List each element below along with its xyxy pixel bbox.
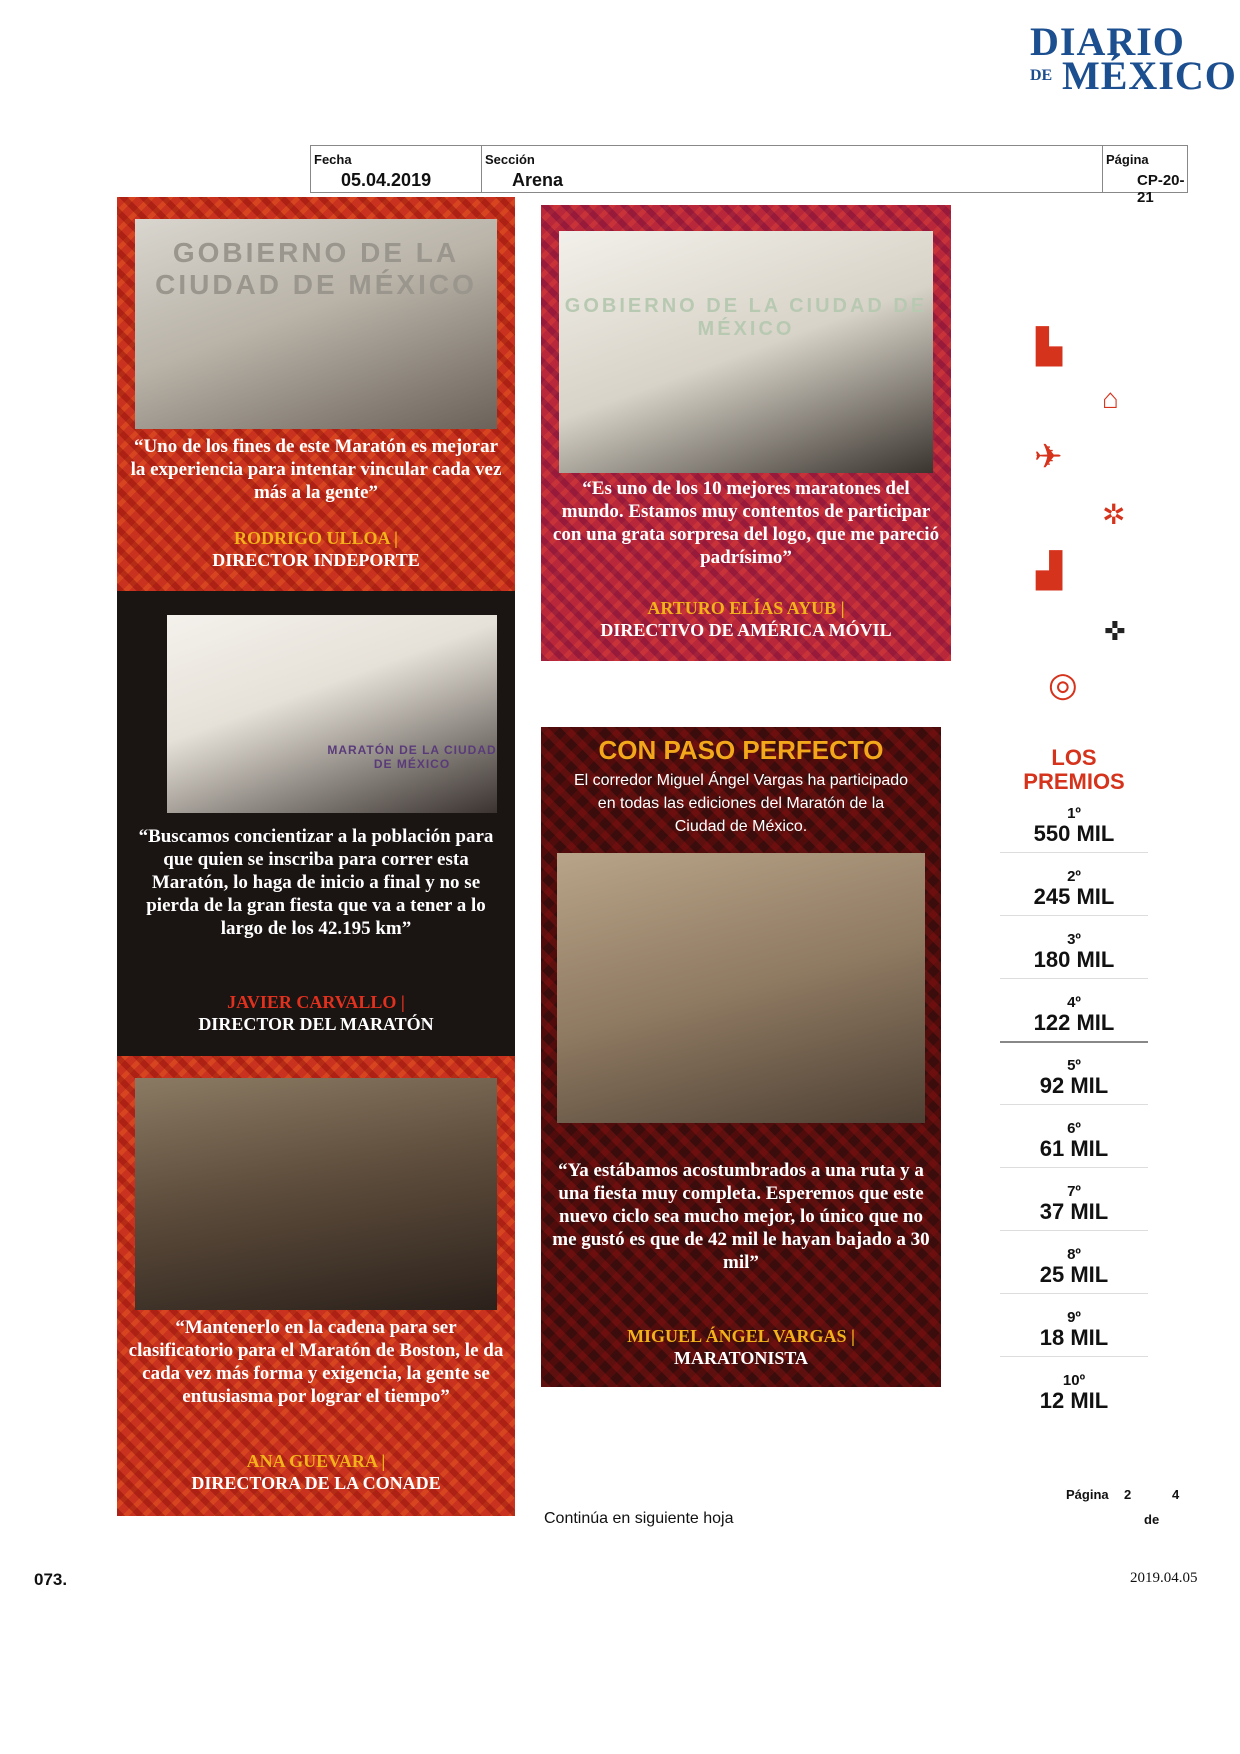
seccion-cell	[482, 146, 1103, 192]
role-miguel-angel-vargas: MARATONISTA	[673, 1348, 808, 1368]
name-javier-carvallo: JAVIER CARVALLO |	[227, 992, 405, 1012]
divider	[1000, 1356, 1148, 1357]
prize-9	[1000, 1310, 1148, 1350]
name-ana-guevara: ANA GUEVARA |	[246, 1451, 386, 1471]
wheelchair-icon: ◎	[1048, 666, 1078, 704]
prize-place: 4º	[1067, 994, 1081, 1011]
seccion-value: Arena	[512, 170, 564, 190]
panel-rodrigo-ulloa	[117, 197, 515, 591]
prize-amount: 550 MIL	[1033, 821, 1115, 846]
fecha-cell	[311, 146, 482, 192]
prize-10	[1000, 1373, 1148, 1413]
panel-arturo-elias-ayub	[541, 205, 951, 661]
photo-backdrop-text-2: GOBIERNO DE LA CIUDAD DE MÉXICO	[564, 295, 928, 340]
prize-amount: 245 MIL	[1033, 884, 1115, 909]
prize-place: 9º	[1067, 1309, 1081, 1326]
panel-con-paso-perfecto	[541, 727, 941, 1387]
role-arturo-elias-ayub: DIRECTIVO DE AMÉRICA MÓVIL	[600, 620, 892, 640]
cross-icon: ✜	[1104, 616, 1126, 646]
credit-miguel-angel-vargas	[541, 1325, 941, 1369]
logo-diario: DIARIO	[1030, 19, 1185, 64]
role-ana-guevara: DIRECTORA DE LA CONADE	[191, 1473, 441, 1493]
prize-place: 1º	[1067, 805, 1081, 822]
photo-ana-guevara	[135, 1078, 497, 1310]
prize-5	[1000, 1058, 1148, 1098]
role-javier-carvallo: DIRECTOR DEL MARATÓN	[198, 1014, 434, 1034]
sidebar-title: CON PASO PERFECTO	[598, 735, 884, 765]
panel-javier-carvallo	[117, 591, 515, 1056]
prize-amount: 18 MIL	[1039, 1325, 1109, 1350]
prize-2	[1000, 869, 1148, 909]
prize-place: 6º	[1067, 1120, 1081, 1137]
prize-amount: 12 MIL	[1039, 1388, 1109, 1413]
prize-amount: 61 MIL	[1039, 1136, 1109, 1161]
prize-place: 8º	[1067, 1246, 1081, 1263]
photo-backdrop-text: GOBIERNO DE LA CIUDAD DE MÉXICO	[155, 237, 477, 300]
photo-javier-carvallo	[167, 615, 497, 813]
metadata-table	[310, 145, 1188, 206]
credit-javier-carvallo	[117, 991, 515, 1035]
divider	[1000, 1104, 1148, 1105]
quote-ana-guevara: “Mantenerlo en la cadena para ser clasificatorio para el Maratón de Boston, le da cada vez más forma y exigencia, la gente se entusiasma por lograr el tiempo”	[128, 1317, 504, 1407]
name-arturo-elias-ayub: ARTURO ELÍAS AYUB |	[647, 598, 845, 618]
photo-miguel-angel-vargas	[557, 853, 925, 1123]
name-rodrigo-ulloa: RODRIGO ULLOA |	[234, 528, 398, 548]
prize-amount: 92 MIL	[1039, 1073, 1109, 1098]
logo-mexico: MÉXICO	[1062, 53, 1237, 98]
house-icon: ⌂	[1102, 383, 1119, 414]
fecha-label: Fecha	[314, 152, 352, 167]
name-miguel-angel-vargas: MIGUEL ÁNGEL VARGAS |	[627, 1326, 855, 1346]
footer-de: de	[1144, 1512, 1160, 1527]
credit-rodrigo-ulloa	[117, 527, 515, 571]
prize-place: 3º	[1067, 931, 1081, 948]
prize-7	[1000, 1184, 1148, 1224]
divider	[1000, 1230, 1148, 1231]
quote-arturo-elias-ayub: “Es uno de los 10 mejores maratones del mundo. Estamos muy contentos de participar con una grata sorpresa del logo, que me pareció padrísimo”	[552, 478, 940, 568]
flower-icon: ✲	[1102, 499, 1126, 530]
runner-icon: ✈	[1034, 438, 1063, 476]
prize-4	[1000, 995, 1148, 1035]
photo-arturo-elias-ayub	[559, 231, 933, 473]
divider	[1000, 852, 1148, 853]
document-code: 073.	[34, 1570, 68, 1589]
prize-place: 7º	[1067, 1183, 1081, 1200]
photo-marathon-logo-text: MARATÓN DE LA CIUDAD DE MÉXICO	[327, 743, 497, 771]
document-date: 2019.04.05	[1130, 1570, 1198, 1586]
footer-page-total: 4	[1172, 1487, 1180, 1502]
credit-arturo-elias-ayub	[541, 597, 951, 641]
footer-page-number: 2	[1124, 1487, 1132, 1502]
prize-amount: 25 MIL	[1039, 1262, 1109, 1287]
prize-amount: 37 MIL	[1039, 1199, 1109, 1224]
prize-8	[1000, 1247, 1148, 1287]
divider	[1000, 1167, 1148, 1168]
credit-ana-guevara	[117, 1450, 515, 1494]
prize-amount: 122 MIL	[1033, 1010, 1115, 1035]
premios-title: LOS PREMIOS	[1023, 745, 1125, 794]
quote-javier-carvallo: “Buscamos concientizar a la población para que quien se inscriba para correr esta Maratón, lo haga de inicio a final y no se pierda de la gran fiesta que va a tener a lo largo de los 42.195 km”	[138, 826, 494, 939]
pagina-cell	[1103, 146, 1187, 206]
monument-icon: ▟	[1036, 552, 1063, 590]
quote-rodrigo-ulloa: “Uno de los fines de este Maratón es mejorar la experiencia para intentar vincular cada vez más a la gente”	[130, 436, 502, 503]
divider	[1000, 978, 1148, 979]
seccion-label: Sección	[485, 152, 535, 167]
diario-de-mexico-logo	[1030, 19, 1237, 98]
prize-place: 10º	[1062, 1372, 1086, 1389]
prize-place: 2º	[1067, 868, 1081, 885]
logo-de: DE	[1030, 67, 1053, 84]
footer-pagina-label: Página	[1066, 1487, 1109, 1502]
prize-place: 5º	[1067, 1057, 1081, 1074]
fecha-value: 05.04.2019	[341, 170, 432, 190]
panel-ana-guevara	[117, 1056, 515, 1516]
prize-6	[1000, 1121, 1148, 1161]
quote-miguel-angel-vargas: “Ya estábamos acostumbrados a una ruta y a una fiesta muy completa. Esperemos que este nuevo ciclo sea mucho mejor, lo único que no me gustó es que de 42 mil le hayan bajado a 30 mil”	[552, 1160, 930, 1273]
pagina-value: CP-20-21	[1137, 172, 1185, 206]
divider	[1000, 1293, 1148, 1294]
pagina-label: Página	[1106, 152, 1149, 167]
prize-1	[1000, 806, 1148, 846]
divider	[1000, 1041, 1148, 1043]
photo-rodrigo-ulloa	[135, 219, 497, 429]
prize-3	[1000, 932, 1148, 972]
divider	[1000, 915, 1148, 916]
prize-amount: 180 MIL	[1033, 947, 1115, 972]
role-rodrigo-ulloa: DIRECTOR INDEPORTE	[212, 550, 420, 570]
building-icon: ▙	[1036, 328, 1063, 366]
continua-text: Continúa en siguiente hoja	[544, 1510, 734, 1527]
sidebar-intro: El corredor Miguel Ángel Vargas ha participado en todas las ediciones del Maratón de la Ciudad de México.	[573, 772, 909, 835]
premios-column	[1000, 330, 1148, 1420]
